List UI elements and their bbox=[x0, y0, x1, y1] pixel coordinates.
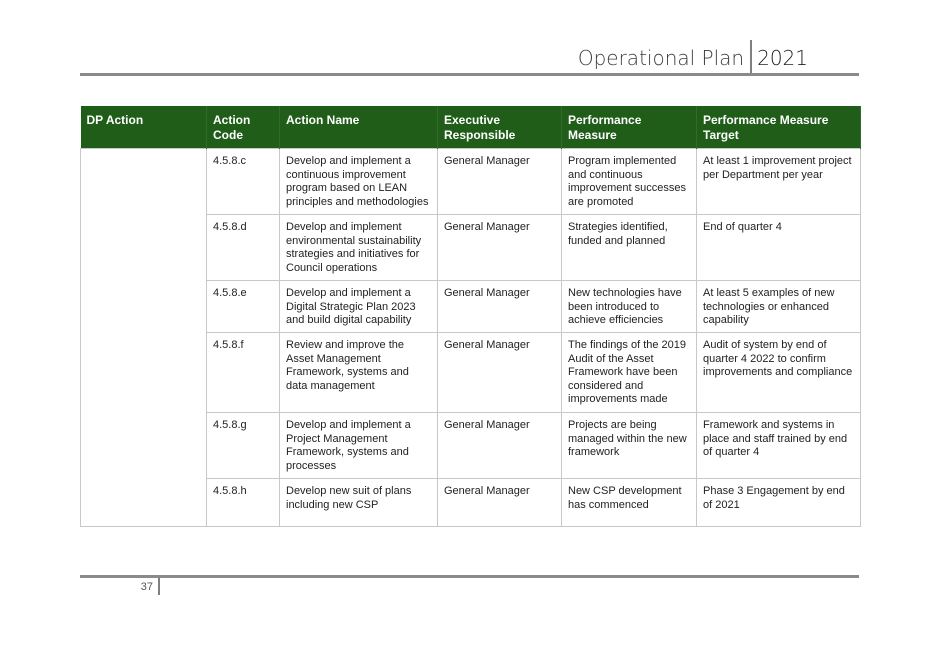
measure-cell: The findings of the 2019 Audit of the Asset Framework have been considered and improvements made bbox=[562, 333, 697, 413]
column-header-performance-measure-target: Performance Measure Target bbox=[697, 106, 861, 149]
column-header-action-name: Action Name bbox=[280, 106, 438, 149]
target-cell: Phase 3 Engagement by end of 2021 bbox=[697, 479, 861, 527]
table-row bbox=[81, 149, 861, 215]
measure-cell: New technologies have been introduced to achieve efficiencies bbox=[562, 281, 697, 333]
target-cell: At least 5 examples of new technologies or enhanced capability bbox=[697, 281, 861, 333]
executive-cell: General Manager bbox=[438, 215, 562, 281]
action-code-cell: 4.5.8.c bbox=[207, 149, 280, 215]
action-code-cell: 4.5.8.f bbox=[207, 333, 280, 413]
column-header-dp-action: DP Action bbox=[81, 106, 207, 149]
executive-cell: General Manager bbox=[438, 333, 562, 413]
action-name-cell: Develop new suit of plans including new CSP bbox=[280, 479, 438, 527]
operational-plan-table bbox=[80, 106, 861, 527]
action-name-cell: Develop and implement a continuous improvement program based on LEAN principles and methodologies bbox=[280, 149, 438, 215]
action-code-cell: 4.5.8.h bbox=[207, 479, 280, 527]
target-cell: Framework and systems in place and staff trained by end of quarter 4 bbox=[697, 413, 861, 479]
column-header-executive-responsible: Executive Responsible bbox=[438, 106, 562, 149]
header-year: 2021 bbox=[757, 46, 808, 70]
target-cell: Audit of system by end of quarter 4 2022 to confirm improvements and compliance bbox=[697, 333, 861, 413]
measure-cell: Projects are being managed within the new framework bbox=[562, 413, 697, 479]
executive-cell: General Manager bbox=[438, 281, 562, 333]
column-header-performance-measure: Performance Measure bbox=[562, 106, 697, 149]
page-footer bbox=[80, 578, 160, 595]
action-code-cell: 4.5.8.g bbox=[207, 413, 280, 479]
measure-cell: Program implemented and continuous improvement successes are promoted bbox=[562, 149, 697, 215]
page-header bbox=[578, 40, 808, 74]
action-name-cell: Develop and implement environmental sustainability strategies and initiatives for Council operations bbox=[280, 215, 438, 281]
column-header-action-code: Action Code bbox=[207, 106, 280, 149]
measure-cell: Strategies identified, funded and planned bbox=[562, 215, 697, 281]
target-cell: End of quarter 4 bbox=[697, 215, 861, 281]
table-header-row bbox=[81, 106, 861, 149]
measure-cell: New CSP development has commenced bbox=[562, 479, 697, 527]
action-name-cell: Develop and implement a Project Management Framework, systems and processes bbox=[280, 413, 438, 479]
page-number: 37 bbox=[140, 580, 153, 593]
footer-rule bbox=[80, 575, 859, 578]
executive-cell: General Manager bbox=[438, 479, 562, 527]
target-cell: At least 1 improvement project per Department per year bbox=[697, 149, 861, 215]
action-name-cell: Develop and implement a Digital Strategic Plan 2023 and build digital capability bbox=[280, 281, 438, 333]
header-rule bbox=[80, 73, 859, 76]
executive-cell: General Manager bbox=[438, 149, 562, 215]
footer-separator bbox=[158, 578, 160, 595]
executive-cell: General Manager bbox=[438, 413, 562, 479]
action-code-cell: 4.5.8.e bbox=[207, 281, 280, 333]
action-code-cell: 4.5.8.d bbox=[207, 215, 280, 281]
dp-action-cell bbox=[81, 149, 207, 527]
header-title: Operational Plan bbox=[577, 46, 745, 70]
action-name-cell: Review and improve the Asset Management Framework, systems and data management bbox=[280, 333, 438, 413]
